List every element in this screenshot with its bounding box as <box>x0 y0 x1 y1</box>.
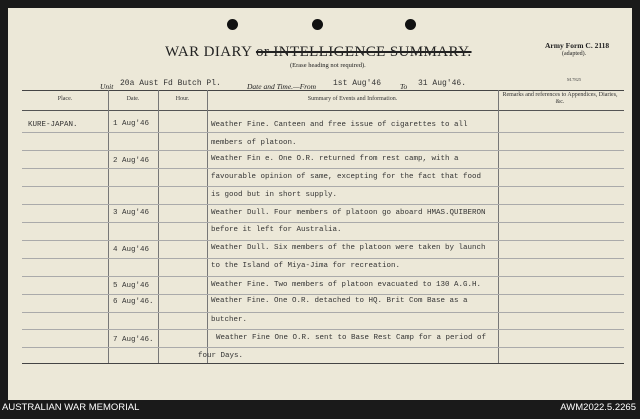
date-from-value: 1st Aug'46 <box>333 79 382 88</box>
date-entry: 3 Aug'46 <box>113 209 150 217</box>
column-header-summary: Summary of Events and Information. <box>307 96 398 102</box>
form-sublabel: (adapted). <box>562 51 587 57</box>
punch-hole <box>312 19 323 30</box>
summary-line: Weather Fine. Canteen and free issue of cigarettes to all <box>211 121 468 129</box>
to-label: To <box>400 82 408 91</box>
summary-line: Weather Fine. Two members of platoon evacuated to 130 A.G.H. <box>211 281 482 289</box>
summary-line: Weather Fin e. One O.R. returned from rest camp, with a <box>211 155 459 163</box>
footer-credit: AUSTRALIAN WAR MEMORIAL <box>2 402 140 413</box>
date-entry: 1 Aug'46 <box>113 120 150 128</box>
date-entry: 7 Aug'46. <box>113 336 154 344</box>
struck-heading: or INTELLIGENCE SUMMARY. <box>255 44 472 60</box>
reference-code: M.7825 <box>567 77 582 82</box>
column-header-place: Place. <box>57 96 73 102</box>
summary-line: Weather Dull. Six members of the platoon were taken by launch <box>211 244 486 252</box>
summary-line: before it left for Australia. <box>211 226 342 234</box>
summary-line: members of platoon. <box>211 139 297 147</box>
summary-line: is good but in short supply. <box>211 191 338 199</box>
date-entry: 2 Aug'46 <box>113 157 150 165</box>
punch-hole <box>227 19 238 30</box>
summary-line: favourable opinion of same, excepting for the fact that food <box>211 173 482 181</box>
summary-line: Weather Dull. Four members of platoon go aboard HMAS.QUIBERON <box>211 209 486 217</box>
date-entry: 5 Aug'46 <box>113 282 150 290</box>
punch-hole <box>405 19 416 30</box>
erase-note: (Erase heading not required). <box>290 62 366 69</box>
column-header-hour: Hour. <box>175 96 190 102</box>
footer-accession-number: AWM2022.5.2265 <box>560 402 636 413</box>
date-label: Date and Time.—From <box>247 82 317 91</box>
date-entry: 6 Aug'46. <box>113 298 154 306</box>
column-header-remarks: Remarks and references to Appendices, Diaries, &c. <box>502 92 618 105</box>
summary-line: to the Island of Miya-Jima for recreation. <box>211 262 401 270</box>
summary-line: butcher. <box>211 316 248 324</box>
form-label: Army Form C. 2118 <box>545 41 610 50</box>
summary-line: four Days. <box>198 352 244 360</box>
date-entry: 4 Aug'46 <box>113 246 150 254</box>
column-header-date: Date. <box>126 96 140 102</box>
unit-value: 20a Aust Fd Butch Pl. <box>120 79 221 88</box>
place-entry: KURE-JAPAN. <box>28 121 78 129</box>
date-to-value: 31 Aug'46. <box>418 79 467 88</box>
page-title: WAR DIARY or INTELLIGENCE SUMMARY. <box>165 44 472 60</box>
summary-line: Weather Fine. One O.R. detached to HQ. Brit Com Base as a <box>211 297 468 305</box>
summary-line: Weather Fine One O.R. sent to Base Rest Camp for a period of <box>216 334 487 342</box>
unit-label: Unit <box>100 82 114 91</box>
